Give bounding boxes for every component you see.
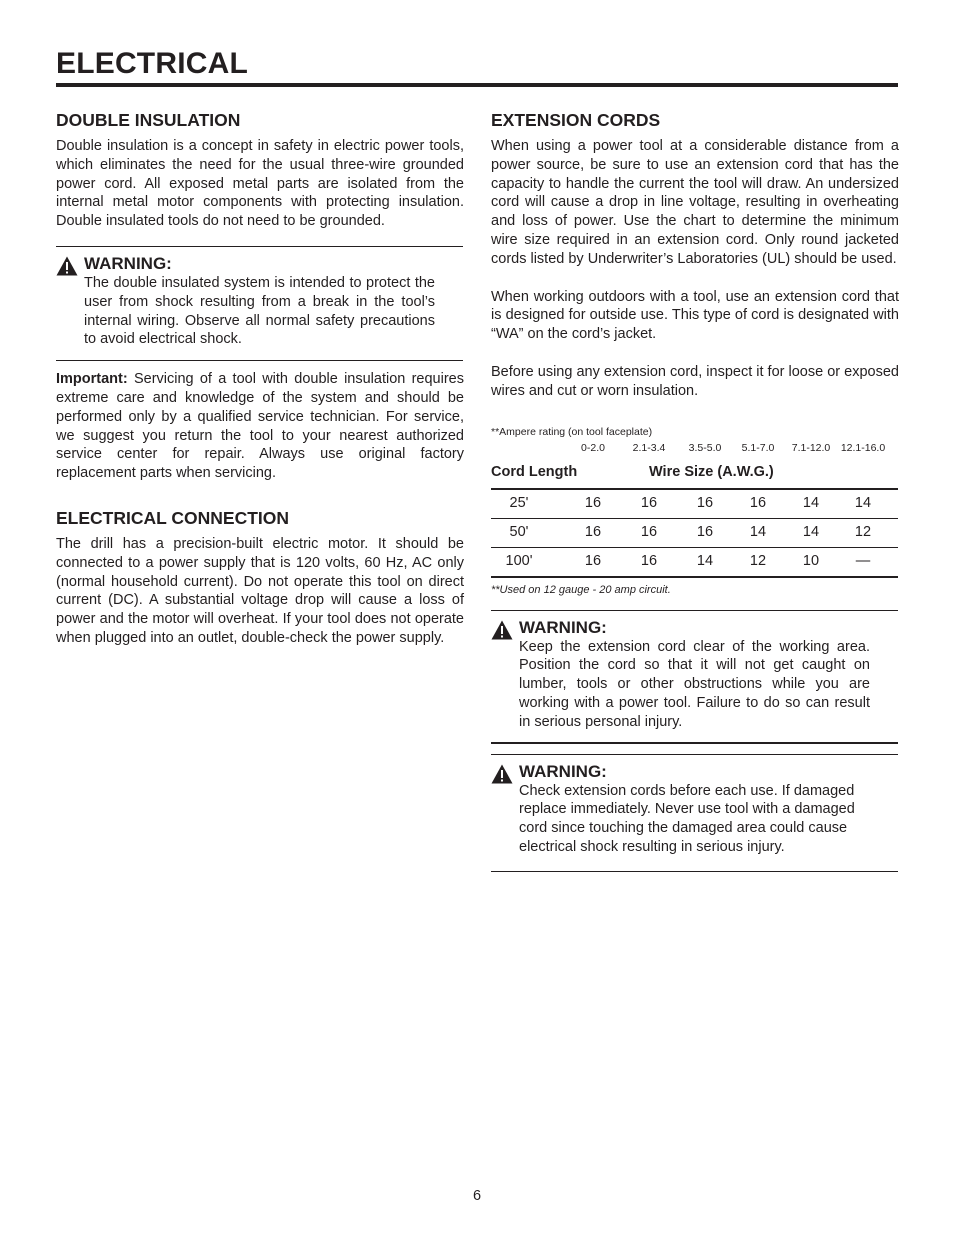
left-column <box>56 108 464 648</box>
wire-size-cell: 16 <box>640 494 658 511</box>
warning-2-body: Keep the extension cord clear of the working area. Position the cord so that it will not get caught on lumber, tools or other obstructions while you are working with a power tool. Failure to do so can result in serious personal injury. <box>519 638 870 730</box>
page-number: 6 <box>472 1188 482 1204</box>
wire-size-cell: 16 <box>696 494 714 511</box>
warning-1-body: The double insulated system is intended to protect the user from shock resulting from a break in the tool’s internal wiring. Observe all normal safety precautions to avoid electrical shock. <box>84 274 435 348</box>
amp-range-label: 3.5-5.0 <box>688 441 722 454</box>
wire-size-cell: 14 <box>749 523 767 540</box>
wire-size-cell: 16 <box>584 494 602 511</box>
cord-length-cell: 25' <box>509 494 529 511</box>
wire-size-cell: 16 <box>584 523 602 540</box>
amp-range-label: 12.1-16.0 <box>840 441 886 454</box>
amp-range-row <box>491 442 898 462</box>
warning-box-1 <box>56 246 463 361</box>
warning-1-heading: WARNING: <box>84 253 172 273</box>
table-row <box>491 519 898 548</box>
amp-range-label: 7.1-12.0 <box>791 441 831 454</box>
amp-rating-note: **Ampere rating (on tool faceplate) <box>491 425 653 438</box>
wire-size-cell: 14 <box>696 552 714 569</box>
warning-3-heading: WARNING: <box>519 761 607 781</box>
wire-size-cell: 16 <box>640 552 658 569</box>
extension-cords-heading: EXTENSION CORDS <box>491 110 661 130</box>
wire-size-cell: 14 <box>802 494 820 511</box>
wire-size-cell: — <box>855 552 871 569</box>
title-rule <box>56 83 898 87</box>
extension-cords-section <box>491 108 899 401</box>
warning-triangle-icon <box>491 764 513 784</box>
table-header <box>491 462 898 490</box>
extension-cords-para-1: When using a power tool at a considerable distance from a power source, be sure to use an extension cord that has the capacity to handle the current the tool will draw. An undersized cord will cause a drop in line voltage, resulting in overheating and loss of power. Use the chart to determine the minimum wire size required in an extension cord. Only round jacketed cords listed by Underwriter’s Laboratories (UL) should be used. <box>491 138 899 267</box>
electrical-connection-heading: ELECTRICAL CONNECTION <box>56 507 290 528</box>
wire-size-header: Wire Size (A.W.G.) <box>649 463 774 480</box>
wire-size-cell: 14 <box>802 523 820 540</box>
warning-triangle-icon <box>56 256 78 276</box>
electrical-connection-section <box>56 506 464 648</box>
important-label: Important: <box>56 371 128 388</box>
table-row <box>491 548 898 578</box>
warning-2-heading: WARNING: <box>519 617 607 637</box>
table-footnote: **Used on 12 gauge - 20 amp circuit. <box>491 583 671 596</box>
right-column <box>491 108 899 872</box>
warning-box-3 <box>491 754 898 872</box>
warning-triangle-icon <box>491 620 513 640</box>
cord-length-header: Cord Length <box>491 463 578 480</box>
warning-box-2 <box>491 610 898 744</box>
table-row <box>491 490 898 519</box>
amp-range-label: 5.1-7.0 <box>741 441 775 454</box>
page-title: ELECTRICAL <box>56 47 248 80</box>
wire-size-cell: 16 <box>584 552 602 569</box>
wire-size-cell: 14 <box>854 494 872 511</box>
cord-length-cell: 50' <box>509 523 529 540</box>
wire-size-cell: 12 <box>854 523 872 540</box>
wire-size-cell: 16 <box>640 523 658 540</box>
double-insulation-heading: DOUBLE INSULATION <box>56 110 241 130</box>
extension-cords-para-2: When working outdoors with a tool, use an extension cord that is designed for outside use. This type of cord is designated with “WA” on the cord’s jacket. <box>491 288 899 343</box>
wire-size-cell: 10 <box>802 552 820 569</box>
important-note <box>56 370 464 483</box>
extension-cords-para-3: Before using any extension cord, inspect it for loose or exposed wires and cut or worn insulation. <box>491 363 899 399</box>
wire-size-cell: 12 <box>749 552 767 569</box>
important-body: Servicing of a tool with double insulation requires extreme care and knowledge of the system and should be performed only by a qualified service technician. For service, we suggest you return the tool to your nearest authorized service center for repair. Always use original factory replacement parts when servicing. <box>56 371 464 482</box>
warning-3-body: Check extension cords before each use. If damaged replace immediately. Never use tool with a damaged cord since touching the damaged area could cause electrical shock resulting in serious injury. <box>519 782 855 855</box>
wire-size-cell: 16 <box>749 494 767 511</box>
double-insulation-section <box>56 108 464 231</box>
cord-length-cell: 100' <box>505 552 533 569</box>
amp-range-label: 2.1-3.4 <box>632 441 666 454</box>
double-insulation-body: Double insulation is a concept in safety in electric power tools, which eliminates the need for the usual three-wire grounded power cord. All exposed metal parts are isolated from the internal metal motor components with protecting insulation. Double insulated tools do not need to be grounded. <box>56 138 464 230</box>
amp-range-label: 0-2.0 <box>581 441 605 454</box>
electrical-connection-body: The drill has a precision-built electric motor. It should be connected to a power supply that is 120 volts, 60 Hz, AC only (normal household current). Do not operate this tool on direct current (DC). A substantial voltage drop will cause a loss of power and the motor will overheat. If your tool does not operate when plugged into an outlet, double-check the power supply. <box>56 535 464 646</box>
wire-size-cell: 16 <box>696 523 714 540</box>
cord-size-table <box>491 426 898 596</box>
